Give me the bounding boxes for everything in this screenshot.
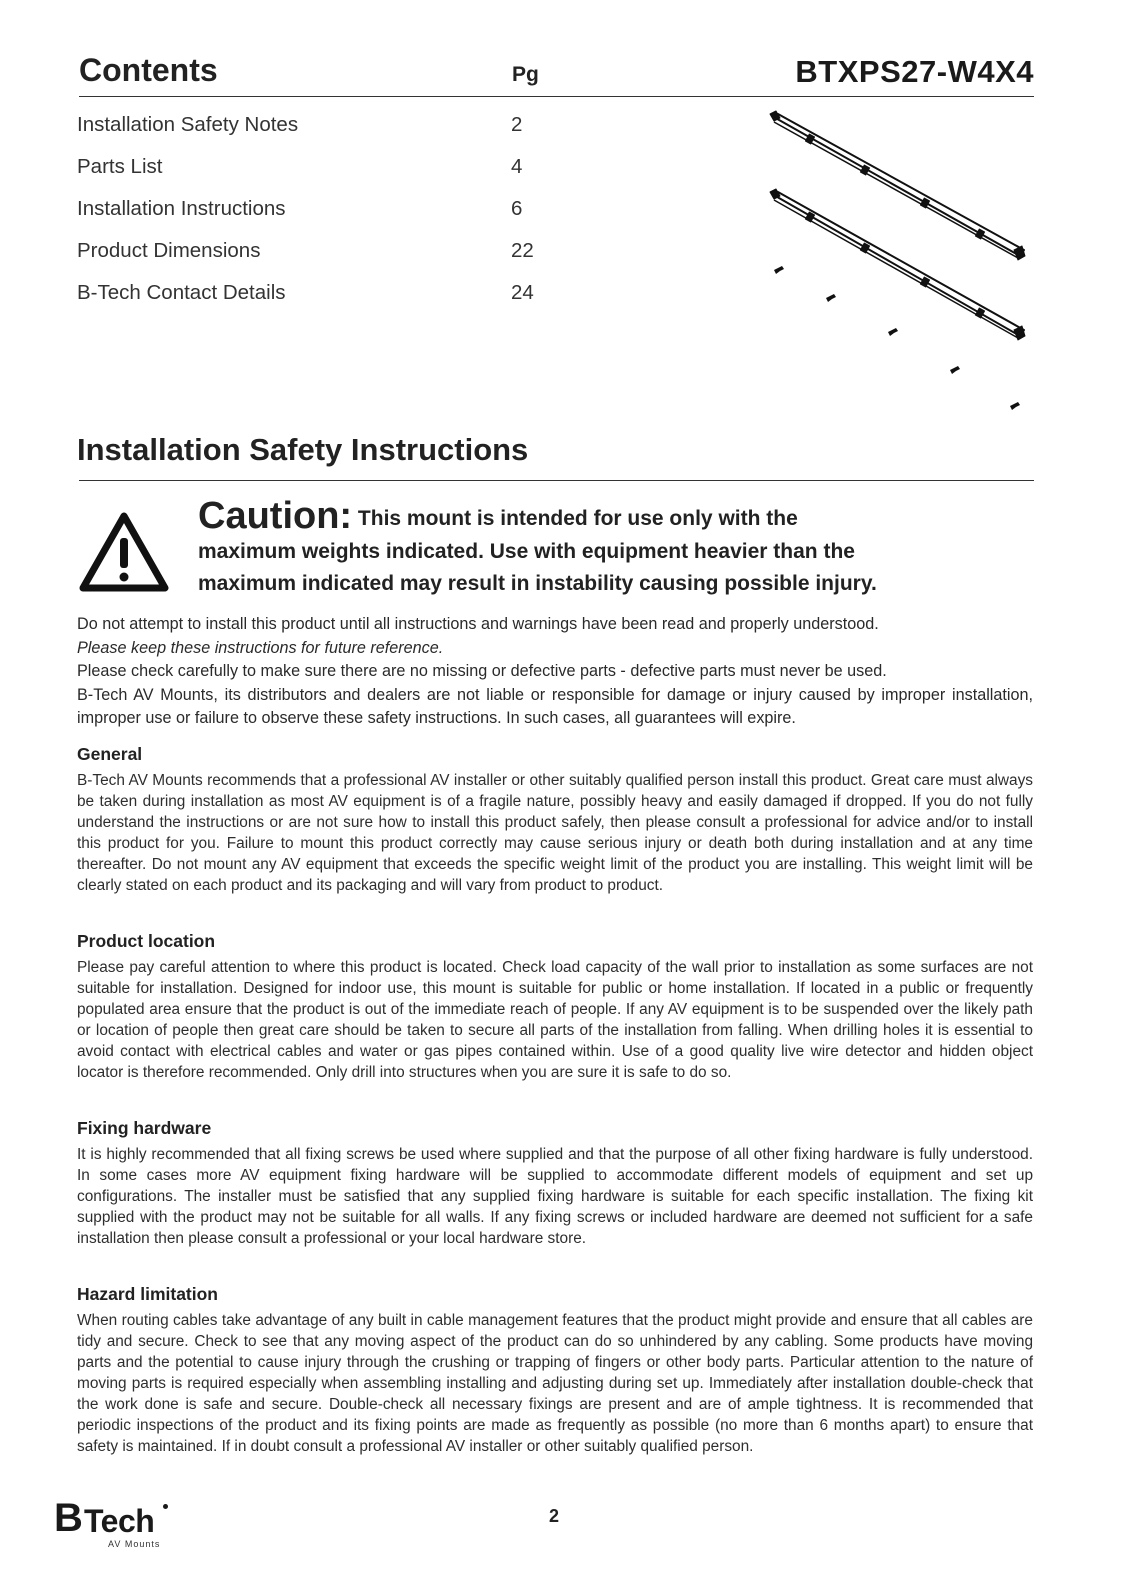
toc-item-title: Product Dimensions xyxy=(77,239,261,262)
toc-item-page: 6 xyxy=(511,197,523,220)
contents-title: Contents xyxy=(79,52,218,88)
caution-text: maximum weights indicated. Use with equipment heavier than the xyxy=(198,540,855,563)
toc-item[interactable] xyxy=(77,278,557,320)
page-number: 2 xyxy=(549,1506,560,1526)
warning-triangle-icon xyxy=(78,510,170,594)
toc-item-page: 2 xyxy=(511,113,523,136)
toc-item-title: Installation Safety Notes xyxy=(77,113,299,136)
caution-text: This mount is intended for use only with the xyxy=(357,507,798,530)
section-heading: Product location xyxy=(77,931,216,951)
section-divider xyxy=(79,480,1034,481)
intro-paragraph: Please keep these instructions for future reference. xyxy=(77,638,444,657)
toc-item[interactable] xyxy=(77,194,557,236)
toc-item-title: B-Tech Contact Details xyxy=(77,281,286,304)
caution-word: Caution: xyxy=(198,495,353,537)
section-heading: Fixing hardware xyxy=(77,1118,212,1138)
product-illustration xyxy=(762,106,1032,416)
caution-text: maximum indicated may result in instability causing possible injury. xyxy=(198,572,877,595)
section-general xyxy=(77,742,1033,896)
page-column-label: Pg xyxy=(512,63,539,86)
caution-notice xyxy=(198,496,998,600)
model-number: BTXPS27-W4X4 xyxy=(795,54,1034,89)
toc-item[interactable] xyxy=(77,152,557,194)
lower-rail xyxy=(770,189,1025,340)
section-hazard-limitation xyxy=(77,1282,1033,1457)
section-product-location xyxy=(77,929,1033,1083)
intro-paragraph: B-Tech AV Mounts, its distributors and dealers are not liable or responsible for damage or injury caused by improper installation, improper use or failure to observe these safety instructions. In such cases, all guarantees will expire. xyxy=(77,685,1033,727)
toc-item[interactable] xyxy=(77,236,557,278)
intro-text xyxy=(77,613,1033,731)
table-of-contents xyxy=(77,110,557,320)
intro-paragraph: Do not attempt to install this product until all instructions and warnings have been read and properly understood. xyxy=(77,615,879,633)
section-body: Please pay careful attention to where this product is located. Check load capacity of the wall prior to installation as some surfaces are not suitable for installation. Designed for indoor use, this mount is suitable for public or home installation. If located in a public or frequently populated area ensure that the product is out of the immediate reach of people. If any AV equipment is to be suspended over the likely path or location of people then great care should be taken to secure all parts of the installation from falling. When drilling holes it is essential to avoid contact with electrical cables and water or gas pipes contained within. Use of a good quality live wire detector and hidden object locator is therefore recommended. Only drill into structures when you are sure it is safe to do so. xyxy=(77,959,1033,1081)
logo-dot xyxy=(163,1504,168,1509)
toc-item-title: Parts List xyxy=(77,155,163,178)
toc-item-title: Installation Instructions xyxy=(77,197,286,220)
section-body: It is highly recommended that all fixing screws be used where supplied and that the purpose of all other fixing hardware is fully understood. In some cases more AV equipment fixing hardware will be supplied to accommodate different models of equipment and set up configurations. The installer must be satisfied that any supplied fixing hardware is suitable for each specific installation. The fixing kit supplied with the product may not be suitable for all walls. If any fixing screws or included hardware are deemed not sufficient for a safe installation then please consult a professional or your local hardware store. xyxy=(77,1146,1033,1247)
section-body: When routing cables take advantage of any built in cable management features that the product might provide and ensure that all cables are tidy and secure. Check to see that any moving aspect of the product can do so unhindered by any cabling. Some products have moving parts and the potential to cause injury through the crushing or trapping of fingers or other body parts. Particular attention to the nature of moving parts is required especially when assembling installing and adjusting during set up. Immediately after installation double-check that the work done is safe and secure. Double-check all necessary fixings are present and are of ample tightness. It is recommended that periodic inspections of the product and its fixing points are made as frequently as possible (no more than 6 months apart) to ensure that safety is maintained. If in doubt consult a professional AV installer or other suitably qualified person. xyxy=(77,1312,1033,1455)
toc-item-page: 22 xyxy=(511,239,534,262)
toc-item[interactable] xyxy=(77,110,557,152)
logo-b: B xyxy=(54,1496,81,1540)
fixing-screws xyxy=(774,266,1020,410)
toc-item-page: 24 xyxy=(511,281,534,304)
intro-paragraph: Please check carefully to make sure there are no missing or defective parts - defective parts must never be used. xyxy=(77,662,887,680)
section-title: Installation Safety Instructions xyxy=(77,432,529,467)
toc-item-page: 4 xyxy=(511,155,523,178)
logo-tech: Tech xyxy=(84,1503,155,1539)
logo-subtitle: AV Mounts xyxy=(108,1539,161,1549)
section-heading: Hazard limitation xyxy=(77,1284,218,1304)
header-divider xyxy=(79,96,1034,97)
section-heading: General xyxy=(77,744,143,764)
section-body: B-Tech AV Mounts recommends that a professional AV installer or other suitably qualified person install this product. Great care must always be taken during installation as most AV equipment is of a fragile nature, possibly heavy and easily damaged if dropped. If you do not fully understand the instructions or are not sure how to install this product safely, then please consult a professional for advice and/or to install this product for you. Failure to mount this product correctly may cause serious injury or death both during installation and at any time thereafter. Do not mount any AV equipment that exceeds the specific weight limit of the product you are installing. This weight limit will be clearly stated on each product and its packaging and will vary from product to product. xyxy=(77,772,1033,894)
upper-rail xyxy=(770,111,1025,260)
btech-logo xyxy=(54,1496,174,1550)
section-fixing-hardware xyxy=(77,1116,1033,1249)
